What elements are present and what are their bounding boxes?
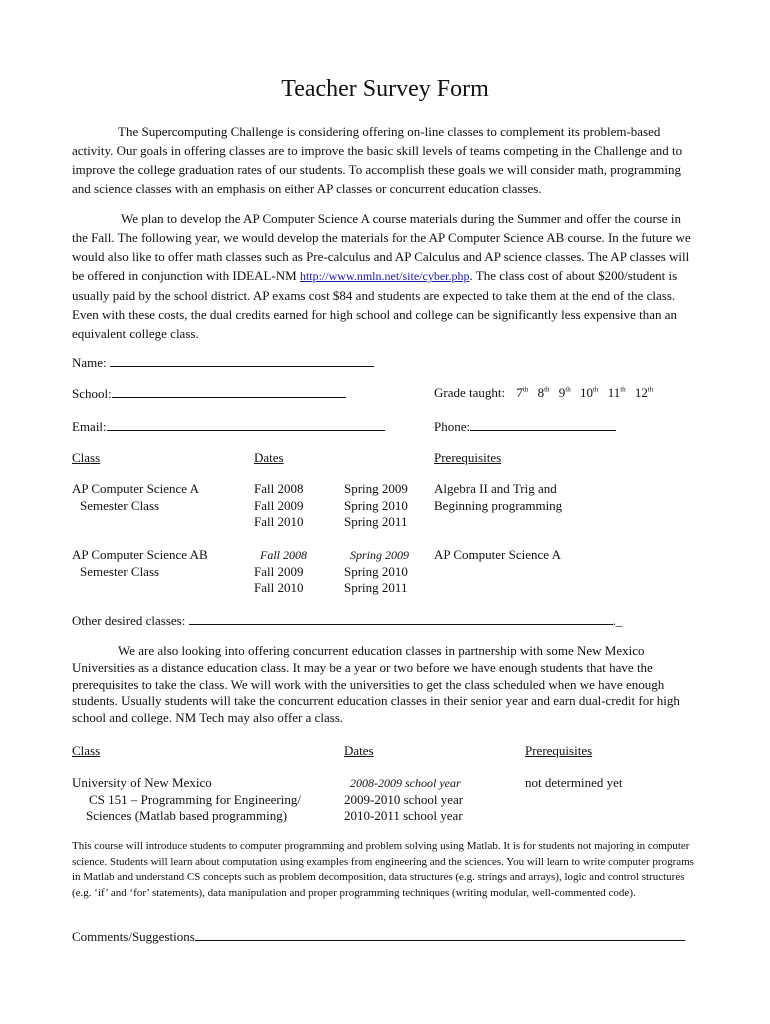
course-description: This course will introduce students to computer programming and problem solving using Matlab. It is for students not majoring in computer science. Students will learn about computation using examples from engineering and the sciences. You will learn to write computer programs in Matlab and understand CS concepts such as problem decomposition, data structures (e.g. strings and arrays), logic and control structures (e.g. ‘if’ and ‘for’ statements), data manipulation and proper programming techniques (writing modular, well-commented code). bbox=[72, 840, 694, 899]
ap-row-class: AP Computer Science AB Semester Class bbox=[72, 547, 208, 579]
concurrent-header-prereq: Prerequisites bbox=[525, 743, 593, 758]
concurrent-paragraph: We are also looking into offering concurrent education classes in partnership with some New Mexico Universities as a distance education class. It may be a year or two before we have enough students that have the prerequisites to take the class. We will work with the universities to get the class scheduled when we have enough students. Usually students will take the concurrent education classes in their senior year and earn dual-credit for high school and college. NM Tech may also offer a class. bbox=[72, 643, 680, 726]
concurrent-class: University of New Mexico CS 151 – Programming for Engineering/ Sciences (Matlab based programming) bbox=[72, 775, 301, 823]
comments-field[interactable]: Comments/Suggestions bbox=[72, 928, 685, 945]
comments-input-line[interactable] bbox=[195, 928, 685, 941]
name-input-line[interactable] bbox=[110, 354, 374, 367]
school-field[interactable]: School: bbox=[72, 385, 346, 402]
intro-paragraph-2: We plan to develop the AP Computer Science A course materials during the Summer and offer the course in the Fall. The following year, we would develop the materials for the AP Computer Science AB course. In the future we would also like to offer math classes such as Pre-calculus and AP Calculus and AP science classes. The AP classes will be offered in conjunction with IDEAL-NM http://www.nmln.net/site/cyber.php. The class cost of about $200/student is usually paid by the school district. AP exams cost $84 and students are expected to take them at the end of the class. Even with these costs, the dual credits earned for high school and college can be significantly less expensive than an equivalent college class. bbox=[72, 211, 691, 341]
concurrent-header-class: Class bbox=[72, 743, 101, 758]
ap-row-prereq: AP Computer Science A bbox=[434, 547, 561, 562]
grade-taught-field[interactable]: Grade taught: 7th 8th 9th 10th 11th 12th bbox=[434, 385, 654, 400]
phone-field[interactable]: Phone: bbox=[434, 418, 616, 435]
concurrent-prereq: not determined yet bbox=[525, 775, 623, 790]
ap-row-class: AP Computer Science A Semester Class bbox=[72, 481, 199, 513]
page-title: Teacher Survey Form bbox=[281, 76, 489, 102]
grade-option[interactable]: 12th bbox=[634, 385, 654, 400]
ap-row-spring-dates: Spring 2009 Spring 2010 Spring 2011 bbox=[344, 548, 410, 595]
grade-option[interactable]: 7th bbox=[516, 385, 529, 400]
ap-header-dates: Dates bbox=[254, 450, 284, 465]
school-input-line[interactable] bbox=[112, 385, 346, 398]
grade-option[interactable]: 10th bbox=[579, 385, 599, 400]
name-field[interactable]: Name: bbox=[72, 354, 374, 371]
ap-row-spring-dates: Spring 2009 Spring 2010 Spring 2011 bbox=[344, 481, 408, 529]
grade-option[interactable]: 11th bbox=[607, 385, 626, 400]
ideal-nm-link[interactable]: http://www.nmln.net/site/cyber.php bbox=[299, 269, 470, 283]
ap-header-class: Class bbox=[72, 450, 101, 465]
concurrent-header-dates: Dates bbox=[344, 743, 374, 758]
grade-option[interactable]: 9th bbox=[558, 385, 571, 400]
other-classes-field[interactable]: Other desired classes: ._ bbox=[72, 613, 623, 628]
email-input-line[interactable] bbox=[107, 418, 385, 431]
phone-input-line[interactable] bbox=[470, 418, 616, 431]
other-classes-input-line[interactable] bbox=[189, 612, 613, 625]
grade-option[interactable]: 8th bbox=[537, 385, 550, 400]
ap-row-fall-dates: Fall 2008 Fall 2009 Fall 2010 bbox=[254, 481, 304, 529]
ap-row-fall-dates: Fall 2008 Fall 2009 Fall 2010 bbox=[254, 548, 307, 595]
concurrent-dates: 2008-2009 school year 2009-2010 school year 2010-2011 school year bbox=[344, 776, 464, 823]
email-field[interactable]: Email: bbox=[72, 418, 385, 435]
ap-header-prereq: Prerequisites bbox=[434, 450, 502, 465]
ap-row-prereq: Algebra II and Trig and Beginning programming bbox=[434, 481, 563, 513]
intro-paragraph-1: The Supercomputing Challenge is considering offering on-line classes to complement its problem-based activity. Our goals in offering classes are to improve the basic skill levels of teams competing in the Challenge and to improve the college graduation rates of our students. To accomplish these goals we will consider math, programming and science classes with an emphasis on either AP classes or concurrent education classes. bbox=[72, 124, 683, 196]
